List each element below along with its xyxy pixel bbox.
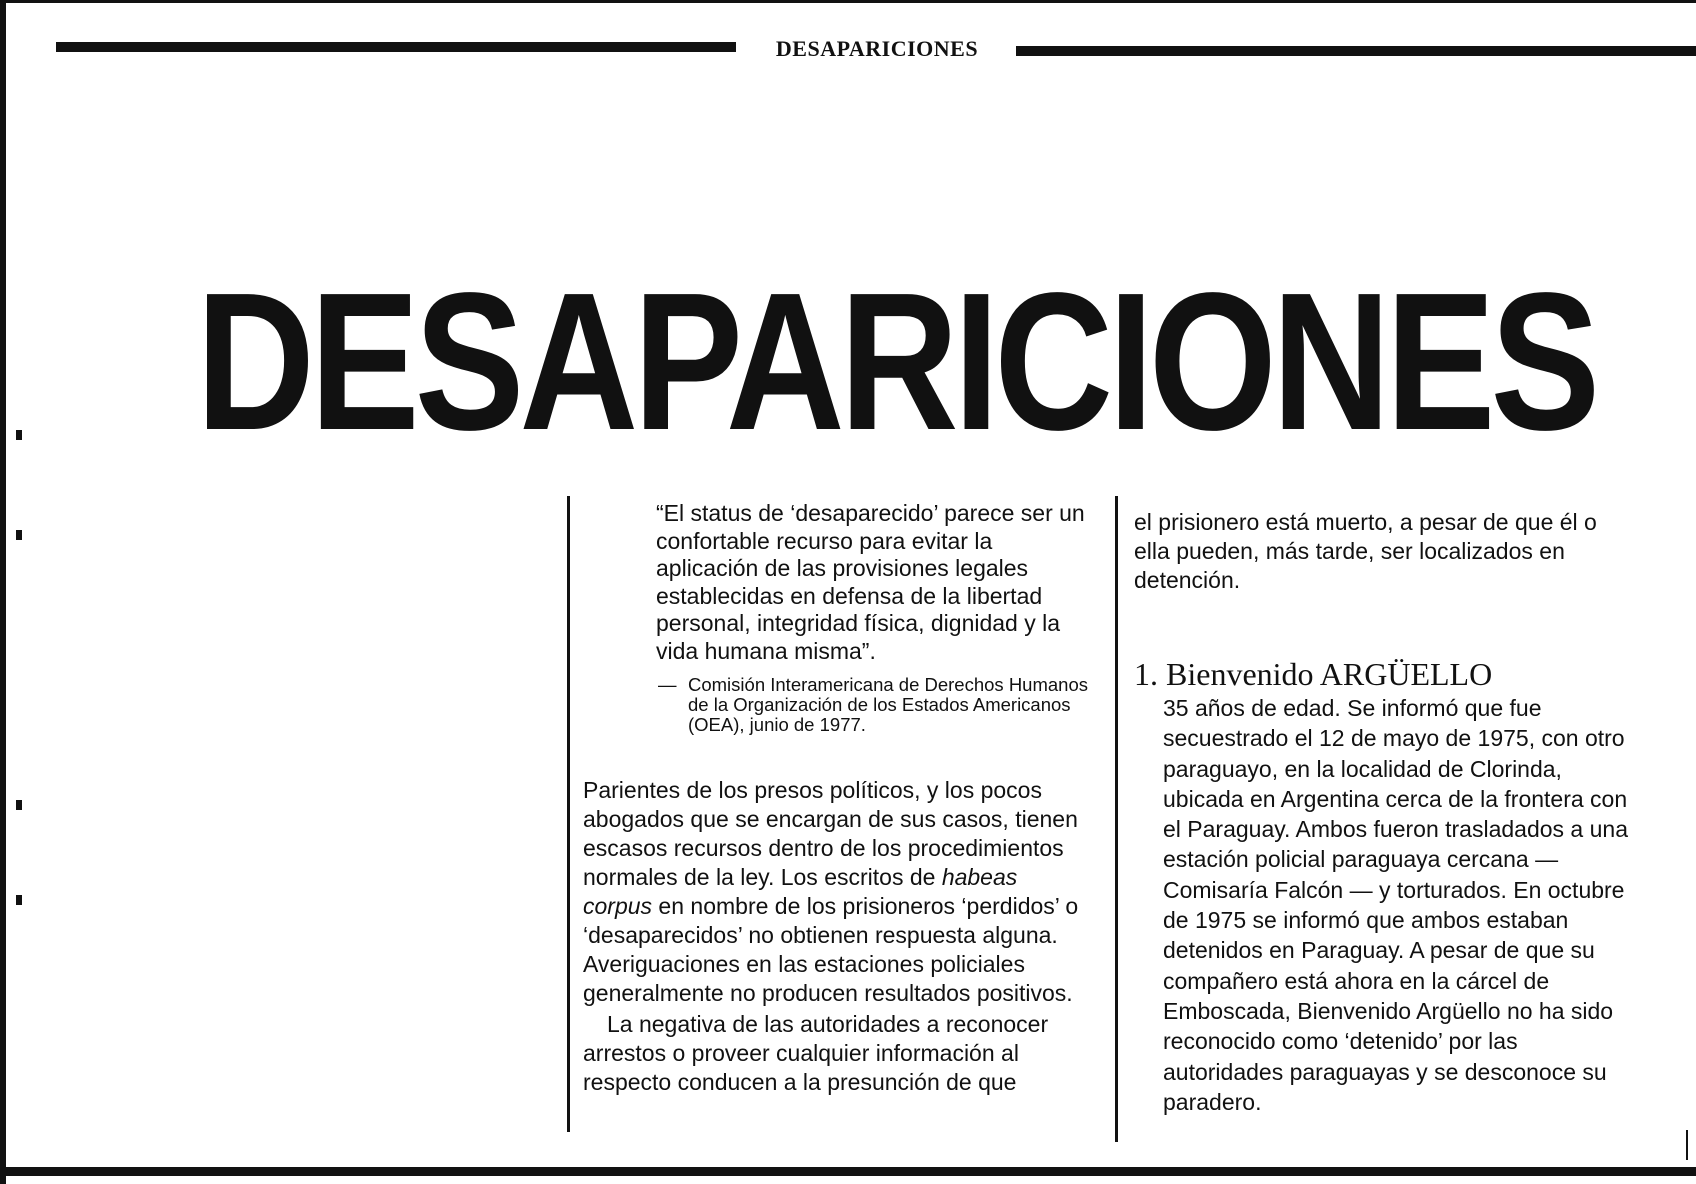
header-rule-left — [56, 42, 736, 52]
epigraph-quote — [656, 500, 1096, 665]
running-header-title: DESAPARICIONES — [775, 36, 979, 61]
paragraph-text: Parientes de los presos políticos, y los pocos abogados que se encargan de sus casos, tienen escasos recursos dentro de los procedimientos normales de la ley. Los escritos de — [583, 777, 1078, 890]
margin-mark — [16, 895, 22, 905]
quote-text: “El status de ‘desaparecido’ parece ser un confortable recurso para evitar la aplicación de las provisiones legales establecidas en defensa de la libertad personal, integridad física, dignidad y la vida humana misma”. — [656, 500, 1085, 664]
entry-number: 1. — [1134, 656, 1158, 692]
margin-mark — [16, 430, 22, 440]
margin-mark — [16, 530, 22, 540]
entry-text: 35 años de edad. Se informó que fue secuestrado el 12 de mayo de 1975, con otro paraguayo, en la localidad de Clorinda, ubicada en Argentina cerca de la frontera con el Paraguay. Ambos fueron trasladados a una estación policial paraguaya cercana — Comisaría Falcón — y torturados. En octubre de 1975 se informó que ambos estaban detenidos en Paraguay. A pesar de que su compañero está ahora en la cárcel de Emboscada, Bienvenido Argüello no ha sido reconocido como ‘detenido’ por las autoridades paraguayas y se desconoce su paradero. — [1163, 695, 1628, 1115]
habeas-corpus-italic: habeas corpus — [583, 864, 1018, 919]
column-1-paragraph-1 — [583, 776, 1091, 1008]
header-rule-right — [1016, 46, 1696, 56]
attribution-dash: — — [658, 674, 677, 695]
running-header — [56, 36, 1648, 72]
entry-name: Bienvenido ARGÜELLO — [1166, 656, 1493, 692]
column-rule-left — [567, 496, 570, 1132]
continuation-paragraph: el prisionero está muerto, a pesar de que él o ella pueden, más tarde, ser localizados en detención. — [1134, 509, 1597, 593]
column-1-paragraph-2: La negativa de las autoridades a reconocer arrestos o proveer cualquier información al respecto conducen a la presunción de que — [583, 1011, 1049, 1095]
attribution-text: Comisión Interamericana de Derechos Humanos de la Organización de los Estados Americanos (OEA), junio de 1977. — [688, 674, 1088, 735]
scan-edge-right-mark — [1686, 1130, 1688, 1160]
margin-mark — [16, 800, 22, 810]
column-2-continuation — [1134, 508, 1614, 595]
scan-edge-top — [0, 0, 1696, 3]
scan-edge-bottom — [0, 1167, 1696, 1176]
entry-body — [1163, 693, 1633, 1117]
column-rule-middle — [1115, 496, 1118, 1142]
paragraph-text: en nombre de los prisioneros ‘perdidos’ o ‘desaparecidos’ no obtienen respuesta alguna. Averiguaciones en las estaciones policiales generalmente no producen resultados positivos. — [583, 893, 1079, 1006]
scan-edge-left — [0, 0, 6, 1184]
column-1-body — [583, 776, 1091, 1097]
page-headline: DESAPARICIONES — [196, 252, 1596, 471]
entry-heading — [1134, 656, 1634, 692]
